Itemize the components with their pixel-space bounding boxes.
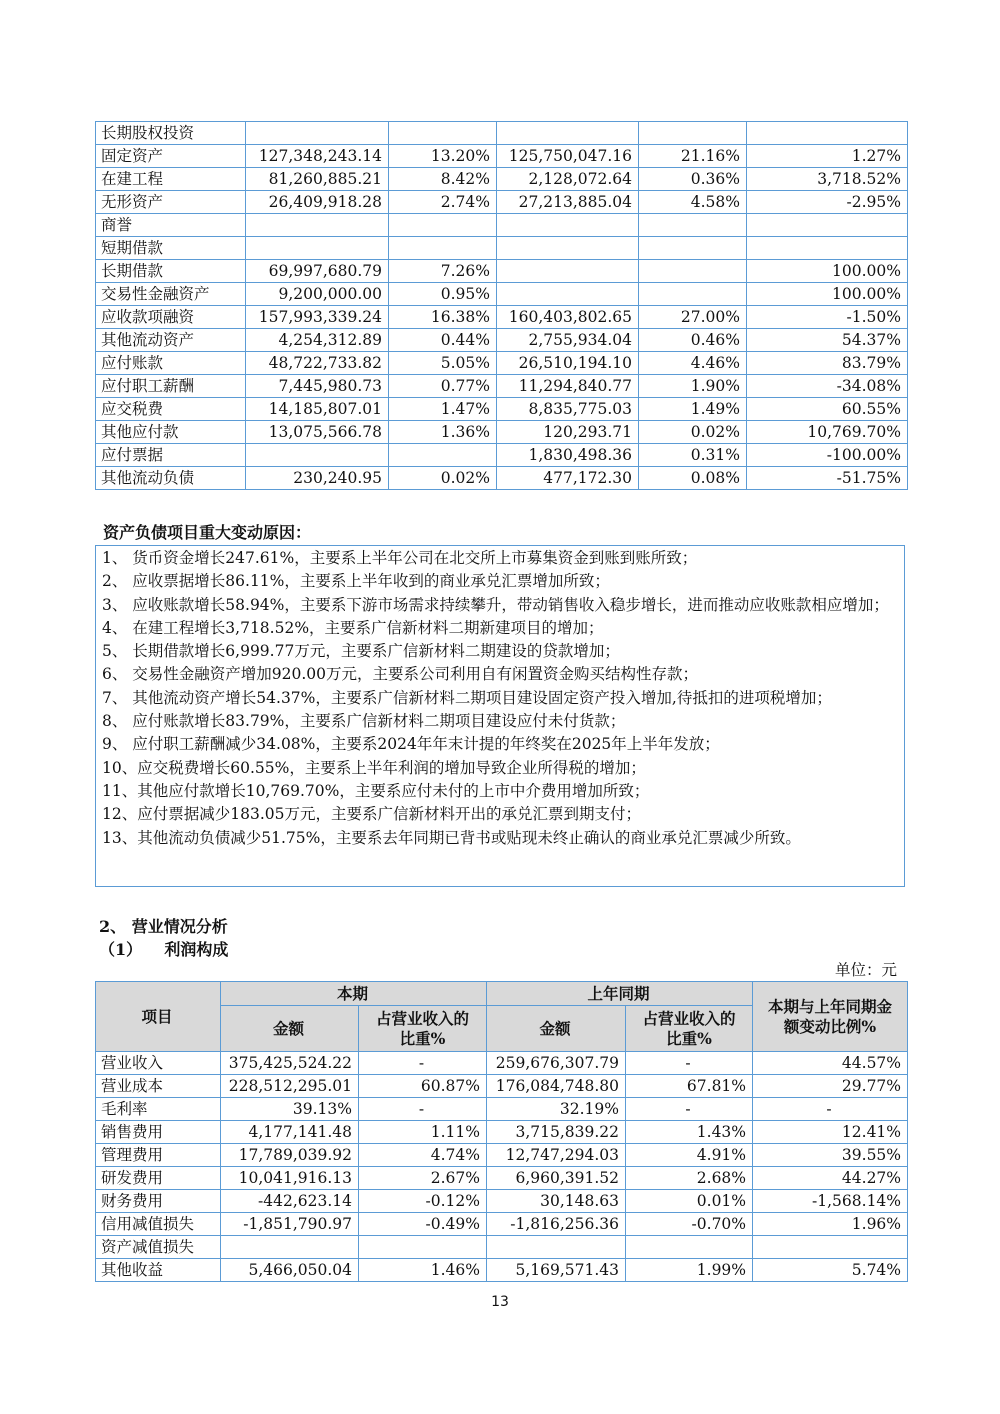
prior-amount: 2,128,072.64 bbox=[497, 168, 639, 191]
prior-amount: 477,172.30 bbox=[497, 467, 639, 490]
row-item: 管理费用 bbox=[96, 1144, 221, 1167]
current-amount: 157,993,339.24 bbox=[246, 306, 389, 329]
change-pct bbox=[753, 1236, 908, 1259]
change-pct: -2.95% bbox=[747, 191, 908, 214]
row-item: 其他收益 bbox=[96, 1259, 221, 1282]
section-heading: 2、 营业情况分析 bbox=[99, 917, 228, 936]
prior-pct: -0.70% bbox=[626, 1213, 753, 1236]
current-pct: 16.38% bbox=[389, 306, 497, 329]
reason-number: 12、 bbox=[102, 805, 138, 824]
current-pct: 60.87% bbox=[359, 1075, 487, 1098]
prior-pct bbox=[639, 122, 747, 145]
prior-amount: 160,403,802.65 bbox=[497, 306, 639, 329]
current-amount: 375,425,524.22 bbox=[221, 1052, 359, 1075]
change-pct: 12.41% bbox=[753, 1121, 908, 1144]
current-pct: 0.95% bbox=[389, 283, 497, 306]
page-number: 13 bbox=[491, 1294, 509, 1310]
current-pct: 0.44% bbox=[389, 329, 497, 352]
reason-number: 3、 bbox=[102, 595, 133, 614]
current-amount: 26,409,918.28 bbox=[246, 191, 389, 214]
current-amount bbox=[246, 122, 389, 145]
row-item: 销售费用 bbox=[96, 1121, 221, 1144]
reason-text: 应交税费增长60.55%，主要系上半年利润的增加导致企业所得税的增加； bbox=[137, 758, 646, 777]
prior-amount bbox=[497, 283, 639, 306]
change-pct: -1.50% bbox=[747, 306, 908, 329]
reason-number: 1、 bbox=[102, 549, 133, 567]
current-amount: 69,997,680.79 bbox=[246, 260, 389, 283]
table-row bbox=[96, 1121, 908, 1144]
reason-item bbox=[102, 710, 898, 733]
current-pct bbox=[389, 122, 497, 145]
current-amount: 228,512,295.01 bbox=[221, 1075, 359, 1098]
reason-text: 在建工程增长3,718.52%，主要系广信新材料二期新建项目的增加； bbox=[132, 618, 604, 637]
prior-amount bbox=[497, 214, 639, 237]
reason-item bbox=[102, 663, 898, 686]
prior-amount bbox=[497, 237, 639, 260]
prior-amount bbox=[497, 260, 639, 283]
current-amount: 4,177,141.48 bbox=[221, 1121, 359, 1144]
prior-amount: 8,835,775.03 bbox=[497, 398, 639, 421]
prior-pct: - bbox=[626, 1052, 753, 1075]
table-row bbox=[96, 398, 908, 421]
table-row bbox=[96, 260, 908, 283]
row-item: 应付职工薪酬 bbox=[96, 375, 246, 398]
table-row bbox=[96, 283, 908, 306]
reason-text: 应付账款增长83.79%，主要系广信新材料二期项目建设应付未付货款； bbox=[132, 712, 626, 731]
change-pct bbox=[747, 237, 908, 260]
row-item: 无形资产 bbox=[96, 191, 246, 214]
reasons-box bbox=[95, 545, 905, 887]
row-item: 毛利率 bbox=[96, 1098, 221, 1121]
header-prior-amount: 金额 bbox=[487, 1006, 626, 1052]
row-item: 营业成本 bbox=[96, 1075, 221, 1098]
header-prior-pct: 占营业收入的比重% bbox=[626, 1006, 753, 1052]
reason-text: 货币资金增长247.61%，主要系上半年公司在北交所上市募集资金到账到账所致； bbox=[132, 549, 698, 567]
current-amount: 13,075,566.78 bbox=[246, 421, 389, 444]
row-item: 资产减值损失 bbox=[96, 1236, 221, 1259]
table-row bbox=[96, 1075, 908, 1098]
table-row bbox=[96, 1259, 908, 1282]
prior-pct: 0.36% bbox=[639, 168, 747, 191]
current-pct: 1.36% bbox=[389, 421, 497, 444]
current-pct bbox=[359, 1236, 487, 1259]
prior-pct: - bbox=[626, 1098, 753, 1121]
reason-number: 9、 bbox=[102, 735, 133, 754]
table-row bbox=[96, 1098, 908, 1121]
row-item: 信用减值损失 bbox=[96, 1213, 221, 1236]
change-pct bbox=[747, 214, 908, 237]
profit-table-body bbox=[96, 1052, 908, 1282]
current-amount: 127,348,243.14 bbox=[246, 145, 389, 168]
reason-item bbox=[102, 733, 898, 756]
current-amount: 14,185,807.01 bbox=[246, 398, 389, 421]
prior-amount: -1,816,256.36 bbox=[487, 1213, 626, 1236]
prior-amount: 30,148.63 bbox=[487, 1190, 626, 1213]
reason-item bbox=[102, 547, 898, 570]
current-amount bbox=[246, 237, 389, 260]
reason-text: 交易性金融资产增加920.00万元，主要系公司利用自有闲置资金购买结构性存款； bbox=[132, 665, 699, 684]
current-pct: - bbox=[359, 1098, 487, 1121]
current-amount: -1,851,790.97 bbox=[221, 1213, 359, 1236]
row-item: 应付票据 bbox=[96, 444, 246, 467]
row-item: 长期借款 bbox=[96, 260, 246, 283]
prior-amount: 26,510,194.10 bbox=[497, 352, 639, 375]
prior-pct bbox=[626, 1236, 753, 1259]
change-pct: 5.74% bbox=[753, 1259, 908, 1282]
current-amount bbox=[246, 214, 389, 237]
prior-pct: 4.58% bbox=[639, 191, 747, 214]
row-item: 商誉 bbox=[96, 214, 246, 237]
current-pct: 1.11% bbox=[359, 1121, 487, 1144]
row-item: 应收款项融资 bbox=[96, 306, 246, 329]
table-row bbox=[96, 237, 908, 260]
reason-item bbox=[102, 594, 898, 617]
current-pct: 0.77% bbox=[389, 375, 497, 398]
current-pct: 1.46% bbox=[359, 1259, 487, 1282]
current-pct: 13.20% bbox=[389, 145, 497, 168]
section-subheading: （1） 利润构成 bbox=[99, 940, 229, 959]
reason-item bbox=[102, 827, 898, 850]
table-row bbox=[96, 467, 908, 490]
reason-text: 应付票据减少183.05万元，主要系广信新材料开出的承兑汇票到期支付； bbox=[137, 805, 641, 824]
prior-amount: 176,084,748.80 bbox=[487, 1075, 626, 1098]
prior-amount bbox=[487, 1236, 626, 1259]
current-pct: -0.49% bbox=[359, 1213, 487, 1236]
reason-item bbox=[102, 803, 898, 826]
prior-pct: 0.02% bbox=[639, 421, 747, 444]
header-item: 项目 bbox=[96, 982, 221, 1052]
reason-number: 4、 bbox=[102, 618, 133, 637]
current-pct: 2.74% bbox=[389, 191, 497, 214]
prior-amount: 120,293.71 bbox=[497, 421, 639, 444]
table-row bbox=[96, 191, 908, 214]
table-row bbox=[96, 168, 908, 191]
change-pct: 3,718.52% bbox=[747, 168, 908, 191]
row-item: 在建工程 bbox=[96, 168, 246, 191]
current-amount: 5,466,050.04 bbox=[221, 1259, 359, 1282]
current-amount: 17,789,039.92 bbox=[221, 1144, 359, 1167]
table-row bbox=[96, 375, 908, 398]
current-amount: 7,445,980.73 bbox=[246, 375, 389, 398]
header-current-pct: 占营业收入的比重% bbox=[359, 1006, 487, 1052]
reason-text: 应收票据增长86.11%，主要系上半年收到的商业承兑汇票增加所致； bbox=[132, 572, 610, 591]
current-amount: 4,254,312.89 bbox=[246, 329, 389, 352]
prior-pct: 4.46% bbox=[639, 352, 747, 375]
current-amount: 39.13% bbox=[221, 1098, 359, 1121]
row-item: 固定资产 bbox=[96, 145, 246, 168]
prior-amount: 32.19% bbox=[487, 1098, 626, 1121]
current-pct: -0.12% bbox=[359, 1190, 487, 1213]
reason-item bbox=[102, 617, 898, 640]
prior-pct: 0.31% bbox=[639, 444, 747, 467]
prior-pct: 1.99% bbox=[626, 1259, 753, 1282]
row-item: 营业收入 bbox=[96, 1052, 221, 1075]
prior-pct: 1.43% bbox=[626, 1121, 753, 1144]
prior-amount: 2,755,934.04 bbox=[497, 329, 639, 352]
reason-number: 11、 bbox=[102, 781, 138, 800]
prior-pct: 0.46% bbox=[639, 329, 747, 352]
change-pct: 54.37% bbox=[747, 329, 908, 352]
prior-pct: 2.68% bbox=[626, 1167, 753, 1190]
balance-sheet-table bbox=[95, 121, 908, 490]
reason-number: 5、 bbox=[102, 642, 133, 661]
row-item: 短期借款 bbox=[96, 237, 246, 260]
profit-table bbox=[95, 981, 908, 1282]
table-row bbox=[96, 1167, 908, 1190]
table-row bbox=[96, 214, 908, 237]
prior-pct: 4.91% bbox=[626, 1144, 753, 1167]
prior-pct: 1.49% bbox=[639, 398, 747, 421]
change-pct: 100.00% bbox=[747, 260, 908, 283]
reason-number: 8、 bbox=[102, 712, 133, 731]
change-pct bbox=[747, 122, 908, 145]
reason-text: 长期借款增长6,999.77万元，主要系广信新材料二期建设的贷款增加； bbox=[132, 642, 620, 661]
current-pct: - bbox=[359, 1052, 487, 1075]
table-row bbox=[96, 1190, 908, 1213]
table-row bbox=[96, 1213, 908, 1236]
row-item: 交易性金融资产 bbox=[96, 283, 246, 306]
current-amount: -442,623.14 bbox=[221, 1190, 359, 1213]
current-pct: 8.42% bbox=[389, 168, 497, 191]
row-item: 其他流动资产 bbox=[96, 329, 246, 352]
header-prior-period: 上年同期 bbox=[487, 982, 753, 1006]
header-current-amount: 金额 bbox=[221, 1006, 359, 1052]
change-pct: 83.79% bbox=[747, 352, 908, 375]
current-pct bbox=[389, 214, 497, 237]
prior-pct bbox=[639, 237, 747, 260]
table-row bbox=[96, 352, 908, 375]
table-row bbox=[96, 329, 908, 352]
current-amount: 9,200,000.00 bbox=[246, 283, 389, 306]
current-amount: 10,041,916.13 bbox=[221, 1167, 359, 1190]
prior-amount: 3,715,839.22 bbox=[487, 1121, 626, 1144]
reason-text: 应付职工薪酬减少34.08%，主要系2024年年末计提的年终奖在2025年上半年发放； bbox=[132, 735, 720, 754]
table-row bbox=[96, 1144, 908, 1167]
change-pct: 39.55% bbox=[753, 1144, 908, 1167]
row-item: 其他应付款 bbox=[96, 421, 246, 444]
prior-amount: 1,830,498.36 bbox=[497, 444, 639, 467]
reason-text: 其他流动资产增长54.37%，主要系广信新材料二期项目建设固定资产投入增加,待抵扣的进项税增加； bbox=[132, 688, 832, 707]
prior-pct: 27.00% bbox=[639, 306, 747, 329]
reason-text: 应收账款增长58.94%，主要系下游市场需求持续攀升，带动销售收入稳步增长，进而推动应收账款相应增加； bbox=[132, 595, 889, 614]
change-pct: 29.77% bbox=[753, 1075, 908, 1098]
change-pct: -100.00% bbox=[747, 444, 908, 467]
table-row bbox=[96, 1236, 908, 1259]
prior-amount bbox=[497, 122, 639, 145]
row-item: 应付账款 bbox=[96, 352, 246, 375]
reasons-title: 资产负债项目重大变动原因： bbox=[103, 523, 312, 542]
change-pct: 44.57% bbox=[753, 1052, 908, 1075]
reason-number: 2、 bbox=[102, 572, 133, 591]
change-pct: 1.96% bbox=[753, 1213, 908, 1236]
prior-pct bbox=[639, 283, 747, 306]
row-item: 长期股权投资 bbox=[96, 122, 246, 145]
change-pct: 1.27% bbox=[747, 145, 908, 168]
reason-number: 13、 bbox=[102, 828, 138, 847]
current-amount bbox=[221, 1236, 359, 1259]
current-amount bbox=[246, 444, 389, 467]
prior-pct: 0.08% bbox=[639, 467, 747, 490]
prior-amount: 27,213,885.04 bbox=[497, 191, 639, 214]
change-pct: 10,769.70% bbox=[747, 421, 908, 444]
change-pct: -51.75% bbox=[747, 467, 908, 490]
table-row bbox=[96, 122, 908, 145]
prior-pct: 1.90% bbox=[639, 375, 747, 398]
current-pct bbox=[389, 237, 497, 260]
prior-pct: 67.81% bbox=[626, 1075, 753, 1098]
current-pct: 1.47% bbox=[389, 398, 497, 421]
header-current-period: 本期 bbox=[221, 982, 487, 1006]
prior-pct: 21.16% bbox=[639, 145, 747, 168]
change-pct: 100.00% bbox=[747, 283, 908, 306]
current-amount: 81,260,885.21 bbox=[246, 168, 389, 191]
reason-number: 6、 bbox=[102, 665, 133, 684]
reason-item bbox=[102, 757, 898, 780]
prior-amount: 12,747,294.03 bbox=[487, 1144, 626, 1167]
table-row bbox=[96, 145, 908, 168]
prior-amount: 125,750,047.16 bbox=[497, 145, 639, 168]
current-pct bbox=[389, 444, 497, 467]
row-item: 财务费用 bbox=[96, 1190, 221, 1213]
unit-label: 单位：元 bbox=[834, 961, 897, 979]
current-amount: 48,722,733.82 bbox=[246, 352, 389, 375]
reason-number: 7、 bbox=[102, 688, 133, 707]
prior-amount: 259,676,307.79 bbox=[487, 1052, 626, 1075]
table-row bbox=[96, 444, 908, 467]
prior-pct bbox=[639, 214, 747, 237]
reason-item bbox=[102, 687, 898, 710]
reason-item bbox=[102, 640, 898, 663]
header-change: 本期与上年同期金额变动比例% bbox=[753, 982, 908, 1052]
reason-item bbox=[102, 570, 898, 593]
current-pct: 2.67% bbox=[359, 1167, 487, 1190]
row-item: 其他流动负债 bbox=[96, 467, 246, 490]
current-amount: 230,240.95 bbox=[246, 467, 389, 490]
change-pct: -1,568.14% bbox=[753, 1190, 908, 1213]
prior-amount: 6,960,391.52 bbox=[487, 1167, 626, 1190]
balance-sheet-body bbox=[96, 122, 908, 490]
table-row bbox=[96, 306, 908, 329]
reason-text: 其他应付款增长10,769.70%，主要系应付未付的上市中介费用增加所致； bbox=[137, 781, 650, 800]
change-pct: 44.27% bbox=[753, 1167, 908, 1190]
row-item: 应交税费 bbox=[96, 398, 246, 421]
change-pct: - bbox=[753, 1098, 908, 1121]
reason-text: 其他流动负债减少51.75%，主要系去年同期已背书或贴现未终止确认的商业承兑汇票减少所致。 bbox=[137, 828, 801, 847]
prior-amount: 5,169,571.43 bbox=[487, 1259, 626, 1282]
prior-amount: 11,294,840.77 bbox=[497, 375, 639, 398]
current-pct: 4.74% bbox=[359, 1144, 487, 1167]
current-pct: 7.26% bbox=[389, 260, 497, 283]
current-pct: 5.05% bbox=[389, 352, 497, 375]
current-pct: 0.02% bbox=[389, 467, 497, 490]
reason-number: 10、 bbox=[102, 758, 138, 777]
table-row bbox=[96, 1052, 908, 1075]
prior-pct bbox=[639, 260, 747, 283]
change-pct: -34.08% bbox=[747, 375, 908, 398]
row-item: 研发费用 bbox=[96, 1167, 221, 1190]
change-pct: 60.55% bbox=[747, 398, 908, 421]
table-row bbox=[96, 421, 908, 444]
prior-pct: 0.01% bbox=[626, 1190, 753, 1213]
reason-item bbox=[102, 780, 898, 803]
